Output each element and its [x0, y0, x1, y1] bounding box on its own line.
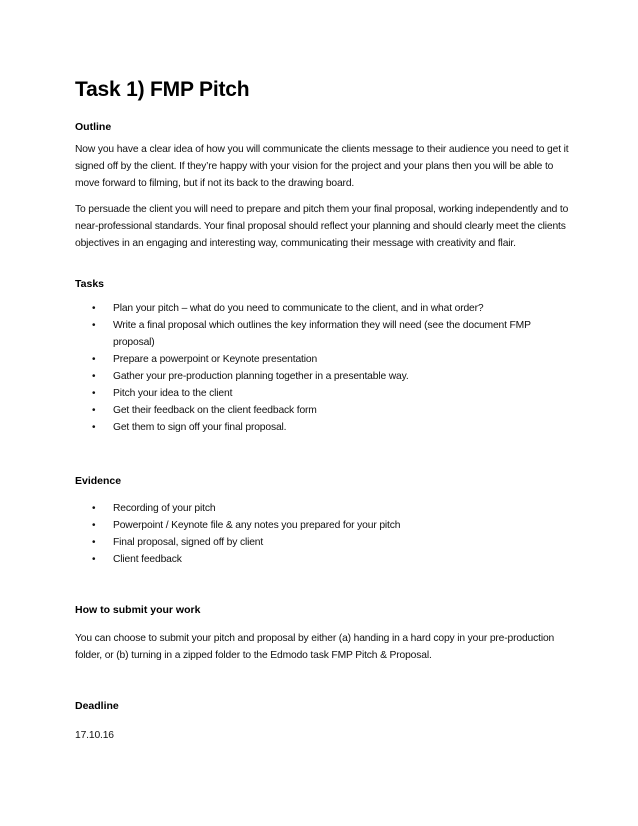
bullet-icon: •: [92, 405, 96, 416]
list-item: • Gather your pre-production planning together in a presentable way.: [75, 368, 565, 385]
list-item: • Final proposal, signed off by client: [75, 534, 565, 551]
tasks-heading: Tasks: [75, 278, 104, 290]
evidence-heading: Evidence: [75, 475, 122, 487]
bullet-icon: •: [92, 422, 96, 433]
list-item: • Pitch your idea to the client: [75, 385, 565, 402]
bullet-icon: •: [92, 388, 96, 399]
bullet-icon: •: [92, 354, 96, 365]
evidence-list: [75, 500, 565, 568]
deadline-date: 17.10.16: [75, 730, 114, 741]
bullet-icon: •: [92, 303, 96, 314]
list-item: • Get them to sign off your final proposal.: [75, 419, 565, 436]
bullet-icon: •: [92, 520, 96, 531]
outline-paragraph-2: To persuade the client you will need to prepare and pitch them your final proposal, working independently and to near-professional standards. Your final proposal should reflect your planning and should clearly meet the clients objectives in an engaging and interesting way, communicating their message with creativity and flair.: [75, 204, 569, 249]
outline-heading: Outline: [75, 121, 112, 133]
bullet-icon: •: [92, 537, 96, 548]
list-item: • Recording of your pitch: [75, 500, 565, 517]
bullet-icon: •: [92, 554, 96, 565]
deadline-heading: Deadline: [75, 700, 119, 712]
bullet-icon: •: [92, 320, 96, 331]
list-item: • Prepare a powerpoint or Keynote presentation: [75, 351, 565, 368]
list-item: • Plan your pitch – what do you need to communicate to the client, and in what order?: [75, 300, 565, 317]
submit-heading: How to submit your work: [75, 604, 201, 616]
bullet-icon: •: [92, 503, 96, 514]
submit-paragraph: You can choose to submit your pitch and proposal by either (a) handing in a hard copy in your pre-production folder, or (b) turning in a zipped folder to the Edmodo task FMP Pitch & Proposal.: [75, 633, 555, 661]
list-item: • Powerpoint / Keynote file & any notes you prepared for your pitch: [75, 517, 565, 534]
list-item: • Client feedback: [75, 551, 565, 568]
outline-paragraph-1: Now you have a clear idea of how you will communicate the clients message to their audience you need to get it signed off by the client. If they’re happy with your vision for the project and your plans then you will be able to move forward to filming, but if not its back to the drawing board.: [75, 144, 569, 189]
bullet-icon: •: [92, 371, 96, 382]
tasks-list: [75, 300, 565, 436]
list-item: • Get their feedback on the client feedback form: [75, 402, 565, 419]
list-item: • Write a final proposal which outlines the key information they will need (see the document FMP proposal): [75, 317, 565, 351]
page-title: Task 1) FMP Pitch: [75, 78, 250, 101]
